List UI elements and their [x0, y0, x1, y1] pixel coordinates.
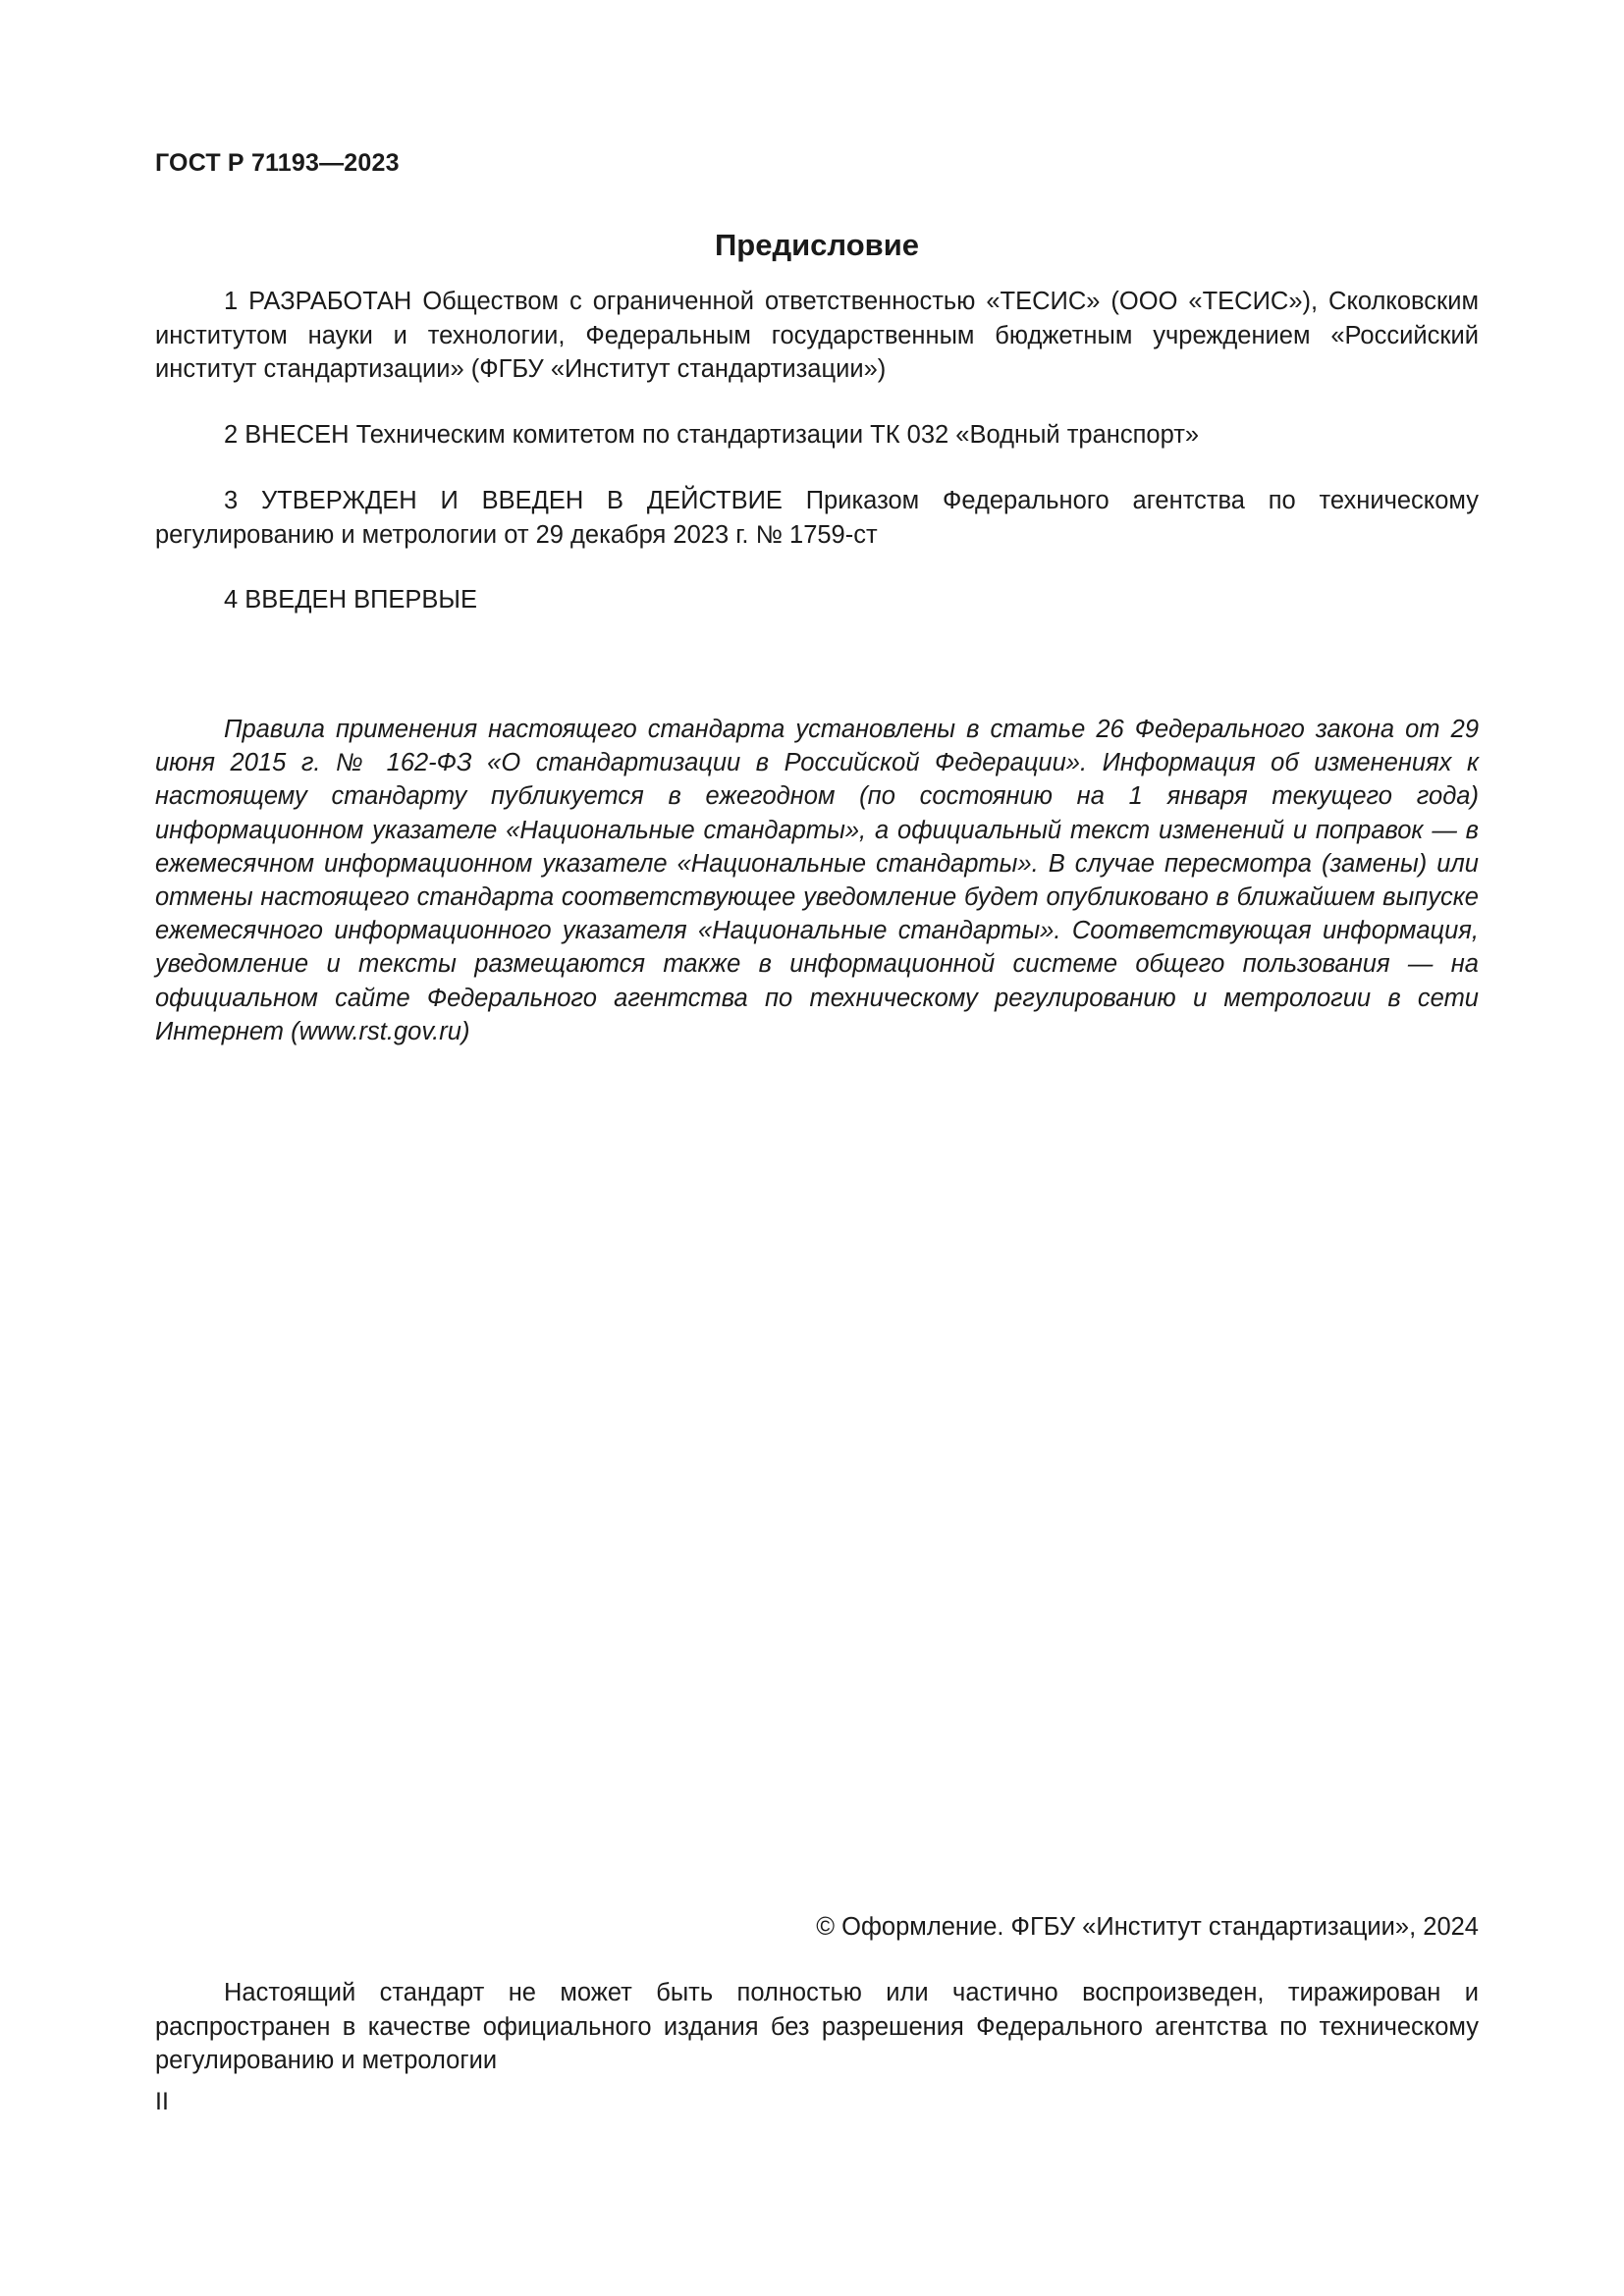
preface-item-introduced: 2 ВНЕСЕН Техническим комитетом по стандартизации ТК 032 «Водный транспорт»: [224, 421, 1200, 449]
preface-item-first-introduced: 4 ВВЕДЕН ВПЕРВЫЕ: [224, 586, 478, 614]
reproduction-notice: Настоящий стандарт не может быть полностью или частично воспроизведен, тиражирован и распространен в качестве официального издания без разрешения Федерального агентства по техническому регулированию и метрологии: [155, 1979, 1479, 2074]
preface-item-developed: 1 РАЗРАБОТАН Обществом с ограниченной ответственностью «ТЕСИС» (ООО «ТЕСИС»), Сколковским институтом науки и технологии, Федеральным государственным бюджетным учреждением «Российский институт стандартизации» (ФГБУ «Институт стандартизации»): [155, 288, 1479, 383]
preface-item-approved: 3 УТВЕРЖДЕН И ВВЕДЕН В ДЕЙСТВИЕ Приказом Федерального агентства по техническому регулированию и метрологии от 29 декабря 2023 г. № 1759-ст: [155, 487, 1479, 549]
document-code: ГОСТ Р 71193—2023: [155, 149, 400, 177]
page-number: II: [155, 2088, 169, 2115]
application-rules-text: Правила применения настоящего стандарта установлены в статье 26 Федерального закона от 29 июня 2015 г. № 162-ФЗ «О стандартизации в Российской Федерации». Информация об изменениях к настоящему стандарту публикуется в ежегодном (по состоянию на 1 января текущего года) информационном указателе «Национальные стандарты», а официальный текст изменений и поправок — в ежемесячном информационном указателе «Национальные стандарты». В случае пересмотра (замены) или отмены настоящего стандарта соответствующее уведомление будет опубликовано в ближайшем выпуске ежемесячного информационного указателя «Национальные стандарты». Соответствующая информация, уведомление и тексты размещаются также в информационной системе общего пользования — на официальном сайте Федерального агентства по техническому регулированию и метрологии в сети Интернет (www.rst.gov.ru): [155, 716, 1479, 1045]
page-title: Предисловие: [714, 228, 919, 262]
copyright-line: © Оформление. ФГБУ «Институт стандартизации», 2024: [816, 1913, 1479, 1941]
